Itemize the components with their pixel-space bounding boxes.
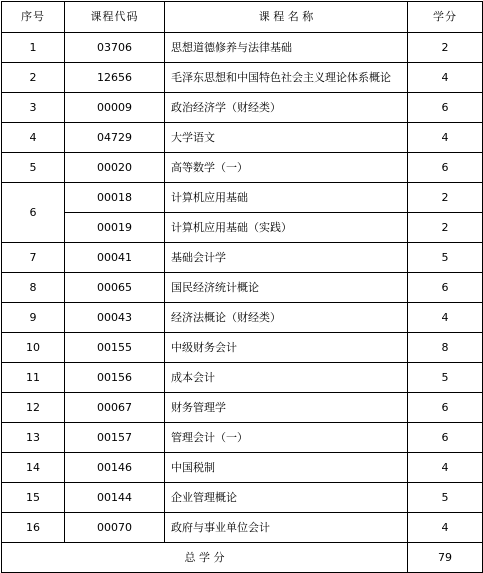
course-name-cell: 经济法概论（财经类） <box>165 303 408 333</box>
table-row <box>2 513 483 543</box>
header-course-name: 课 程 名 称 <box>165 2 408 33</box>
course-code-cell: 00144 <box>65 483 165 513</box>
course-name-cell: 政府与事业单位会计 <box>165 513 408 543</box>
seq-cell: 4 <box>2 123 65 153</box>
course-name-cell: 政治经济学（财经类） <box>165 93 408 123</box>
table-row <box>2 363 483 393</box>
table-row <box>2 153 483 183</box>
total-label: 总 学 分 <box>2 543 408 573</box>
seq-cell: 10 <box>2 333 65 363</box>
curriculum-table-container <box>1 1 483 573</box>
table-row <box>2 273 483 303</box>
table-row <box>2 333 483 363</box>
table-row <box>2 33 483 63</box>
credit-cell: 2 <box>408 213 483 243</box>
table-row <box>2 213 483 243</box>
credit-cell: 8 <box>408 333 483 363</box>
seq-cell: 14 <box>2 453 65 483</box>
course-name-cell: 高等数学（一） <box>165 153 408 183</box>
course-name-cell: 大学语文 <box>165 123 408 153</box>
credit-cell: 5 <box>408 363 483 393</box>
course-code-cell: 03706 <box>65 33 165 63</box>
course-name-cell: 毛泽东思想和中国特色社会主义理论体系概论 <box>165 63 408 93</box>
credit-cell: 4 <box>408 303 483 333</box>
credit-cell: 5 <box>408 483 483 513</box>
course-name-cell: 基础会计学 <box>165 243 408 273</box>
credit-cell: 6 <box>408 93 483 123</box>
header-course-code: 课程代码 <box>65 2 165 33</box>
table-row <box>2 393 483 423</box>
course-code-cell: 00065 <box>65 273 165 303</box>
course-name-cell: 计算机应用基础 <box>165 183 408 213</box>
course-code-cell: 00043 <box>65 303 165 333</box>
seq-cell: 7 <box>2 243 65 273</box>
course-code-cell: 00009 <box>65 93 165 123</box>
course-name-cell: 管理会计（一） <box>165 423 408 453</box>
credit-cell: 6 <box>408 393 483 423</box>
seq-cell: 11 <box>2 363 65 393</box>
credit-cell: 6 <box>408 153 483 183</box>
seq-cell: 6 <box>2 183 65 243</box>
seq-cell: 5 <box>2 153 65 183</box>
course-code-cell: 00146 <box>65 453 165 483</box>
course-name-cell: 财务管理学 <box>165 393 408 423</box>
seq-cell: 12 <box>2 393 65 423</box>
seq-cell: 2 <box>2 63 65 93</box>
course-name-cell: 思想道德修养与法律基础 <box>165 33 408 63</box>
credit-cell: 4 <box>408 453 483 483</box>
course-code-cell: 00156 <box>65 363 165 393</box>
total-value: 79 <box>408 543 483 573</box>
course-code-cell: 04729 <box>65 123 165 153</box>
table-row <box>2 93 483 123</box>
credit-cell: 4 <box>408 63 483 93</box>
credit-cell: 2 <box>408 183 483 213</box>
credit-cell: 2 <box>408 33 483 63</box>
seq-cell: 3 <box>2 93 65 123</box>
course-code-cell: 00020 <box>65 153 165 183</box>
seq-cell: 16 <box>2 513 65 543</box>
course-code-cell: 00018 <box>65 183 165 213</box>
course-code-cell: 00019 <box>65 213 165 243</box>
table-row <box>2 483 483 513</box>
course-name-cell: 计算机应用基础（实践） <box>165 213 408 243</box>
course-name-cell: 中级财务会计 <box>165 333 408 363</box>
curriculum-table <box>1 1 483 573</box>
table-row <box>2 243 483 273</box>
total-row <box>2 543 483 573</box>
curriculum-table-body <box>2 2 483 573</box>
credit-cell: 5 <box>408 243 483 273</box>
course-code-cell: 00041 <box>65 243 165 273</box>
credit-cell: 4 <box>408 513 483 543</box>
credit-cell: 6 <box>408 273 483 303</box>
course-code-cell: 00157 <box>65 423 165 453</box>
course-code-cell: 00155 <box>65 333 165 363</box>
seq-cell: 9 <box>2 303 65 333</box>
credit-cell: 4 <box>408 123 483 153</box>
seq-cell: 13 <box>2 423 65 453</box>
seq-cell: 1 <box>2 33 65 63</box>
seq-cell: 15 <box>2 483 65 513</box>
header-seq: 序号 <box>2 2 65 33</box>
table-row <box>2 303 483 333</box>
credit-cell: 6 <box>408 423 483 453</box>
table-row <box>2 183 483 213</box>
table-row <box>2 423 483 453</box>
course-code-cell: 00067 <box>65 393 165 423</box>
course-name-cell: 中国税制 <box>165 453 408 483</box>
header-credit: 学分 <box>408 2 483 33</box>
table-row <box>2 123 483 153</box>
course-code-cell: 00070 <box>65 513 165 543</box>
table-header-row <box>2 2 483 33</box>
course-name-cell: 国民经济统计概论 <box>165 273 408 303</box>
table-row <box>2 453 483 483</box>
course-name-cell: 成本会计 <box>165 363 408 393</box>
seq-cell: 8 <box>2 273 65 303</box>
course-name-cell: 企业管理概论 <box>165 483 408 513</box>
course-code-cell: 12656 <box>65 63 165 93</box>
table-row <box>2 63 483 93</box>
